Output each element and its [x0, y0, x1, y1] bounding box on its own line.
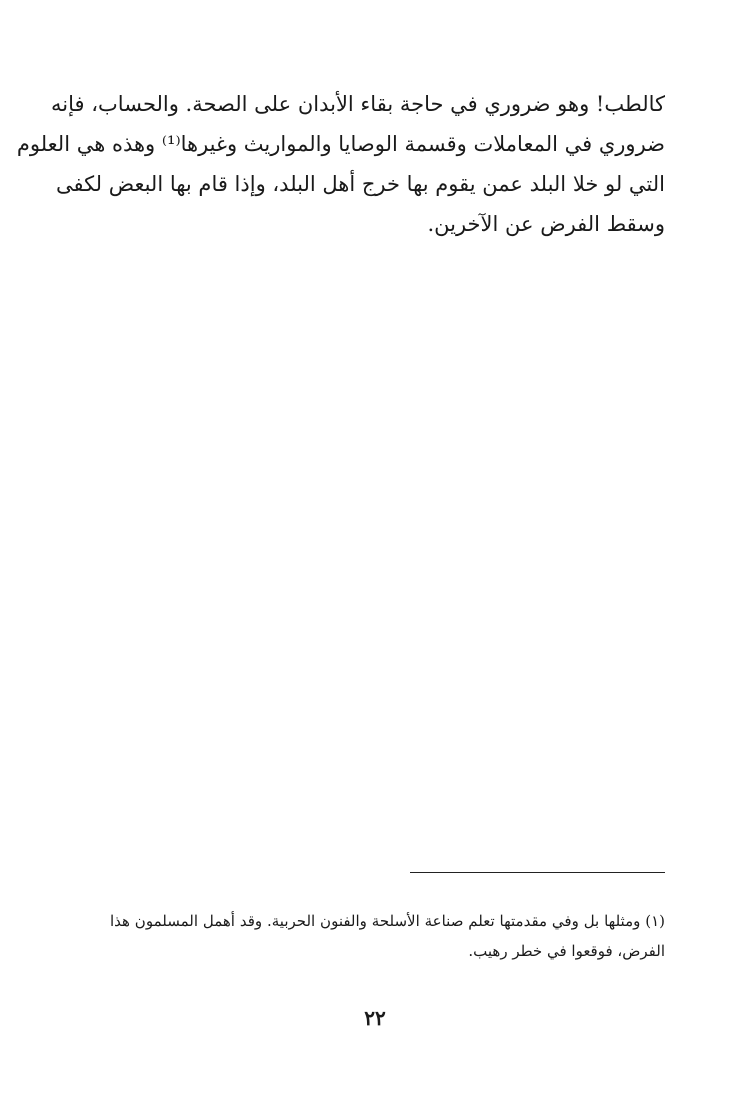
- footnote-separator: [410, 872, 665, 873]
- text-line: ضروري في المعاملات وقسمة الوصايا والمواريث وغيرها⁽¹⁾ وهذه هي العلوم: [16, 132, 665, 156]
- text-line: وسقط الفرض عن الآخرين.: [427, 212, 665, 236]
- footnote-line: الفرض، فوقعوا في خطر رهيب.: [468, 942, 665, 960]
- main-text-block: [16, 84, 665, 244]
- footnote-line: (١) ومثلها بل وفي مقدمتها تعلم صناعة الأسلحة والفنون الحربية. وقد أهمل المسلمون هذا: [110, 912, 665, 930]
- page-number: ٢٢: [364, 1006, 386, 1030]
- footnote-block: [110, 906, 665, 966]
- text-line: كالطب! وهو ضروري في حاجة بقاء الأبدان على الصحة. والحساب، فإنه: [51, 92, 665, 116]
- text-line: التي لو خلا البلد عمن يقوم بها خرج أهل البلد، وإذا قام بها البعض لكفى: [55, 172, 665, 196]
